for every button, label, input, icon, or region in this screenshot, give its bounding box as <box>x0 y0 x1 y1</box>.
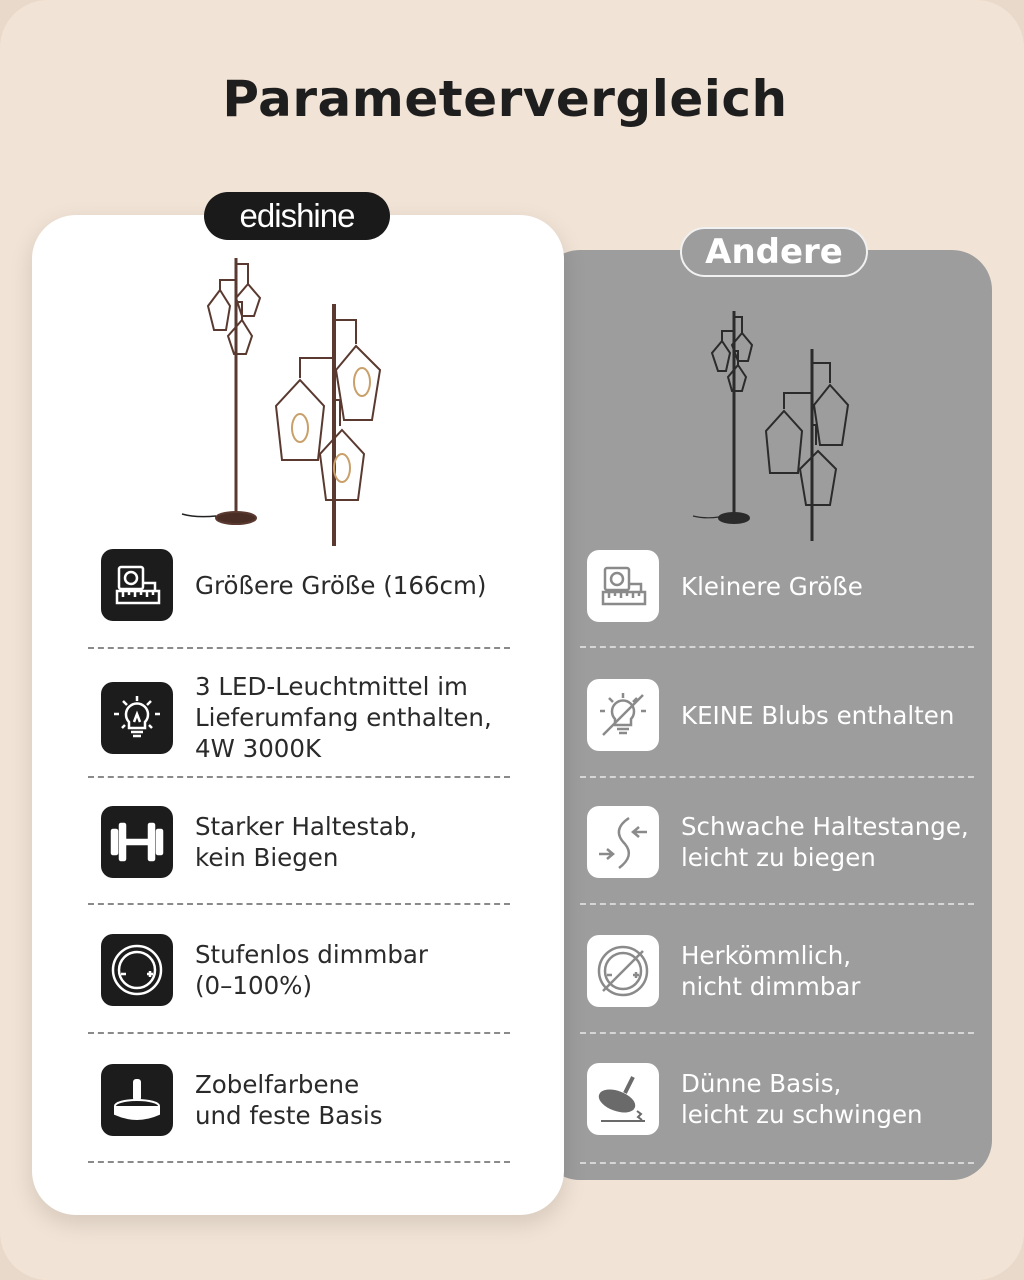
edishine-lamp-image <box>180 250 410 550</box>
feature-line: KEINE Blubs enthalten <box>681 700 955 730</box>
divider <box>580 903 974 905</box>
feature-line: leicht zu biegen <box>681 843 876 872</box>
divider <box>88 1161 510 1163</box>
ruler-size-icon <box>587 550 659 622</box>
feature-line: Lieferumfang enthalten, <box>195 703 492 732</box>
divider <box>88 776 510 778</box>
no-bulb-icon <box>587 679 659 751</box>
feature-line: Größere Größe (166cm) <box>195 570 487 600</box>
feature-text <box>681 700 954 731</box>
feature-line: Starker Haltestab, <box>195 812 418 841</box>
others-label: Andere <box>705 232 843 272</box>
feature-line: und feste Basis <box>195 1101 383 1130</box>
others-badge <box>680 227 868 277</box>
brand-logo <box>204 192 390 240</box>
dimmer-knob-icon <box>101 934 173 1006</box>
feature-line: Zobelfarbene <box>195 1070 360 1099</box>
strong-rod-icon <box>101 806 173 878</box>
feature-text <box>195 811 417 873</box>
no-dimmer-icon <box>587 935 659 1007</box>
feature-text <box>681 811 969 873</box>
feature-row-size <box>101 549 486 621</box>
other-row-size <box>587 550 863 622</box>
divider <box>88 1032 510 1034</box>
brand-label: edishine <box>239 197 355 234</box>
other-row-rod <box>587 806 969 878</box>
feature-text <box>195 1069 382 1131</box>
other-row-base <box>587 1063 923 1135</box>
others-lamp-image <box>690 305 870 545</box>
led-bulb-icon <box>101 682 173 754</box>
solid-base-icon <box>101 1064 173 1136</box>
divider <box>580 1032 974 1034</box>
wobbly-base-icon <box>587 1063 659 1135</box>
feature-line: (0–100%) <box>195 971 312 1000</box>
feature-line: Herkömmlich, <box>681 941 852 970</box>
feature-line: leicht zu schwingen <box>681 1100 923 1129</box>
feature-line: 4W 3000K <box>195 734 322 763</box>
feature-text <box>195 570 486 601</box>
feature-line: Stufenlos dimmbar <box>195 940 428 969</box>
feature-line: kein Biegen <box>195 843 339 872</box>
divider <box>580 646 974 648</box>
feature-text <box>195 939 428 1001</box>
feature-row-bulbs <box>101 671 492 764</box>
feature-text <box>681 1068 923 1130</box>
divider <box>88 647 510 649</box>
feature-line: Dünne Basis, <box>681 1069 842 1098</box>
feature-text <box>681 571 863 602</box>
feature-row-rod <box>101 806 417 878</box>
divider <box>88 903 510 905</box>
page-title: Parametervergleich <box>222 70 788 128</box>
other-row-dimmable <box>587 935 860 1007</box>
feature-line: nicht dimmbar <box>681 972 861 1001</box>
divider <box>580 1162 974 1164</box>
feature-text <box>681 940 860 1002</box>
divider <box>580 776 974 778</box>
ruler-size-icon <box>101 549 173 621</box>
other-row-bulbs <box>587 679 954 751</box>
feature-row-dimmable <box>101 934 428 1006</box>
feature-row-base <box>101 1064 382 1136</box>
bending-rod-icon <box>587 806 659 878</box>
feature-text <box>195 671 492 764</box>
feature-line: Kleinere Größe <box>681 571 863 601</box>
feature-line: 3 LED-Leuchtmittel im <box>195 672 468 701</box>
feature-line: Schwache Haltestange, <box>681 812 969 841</box>
